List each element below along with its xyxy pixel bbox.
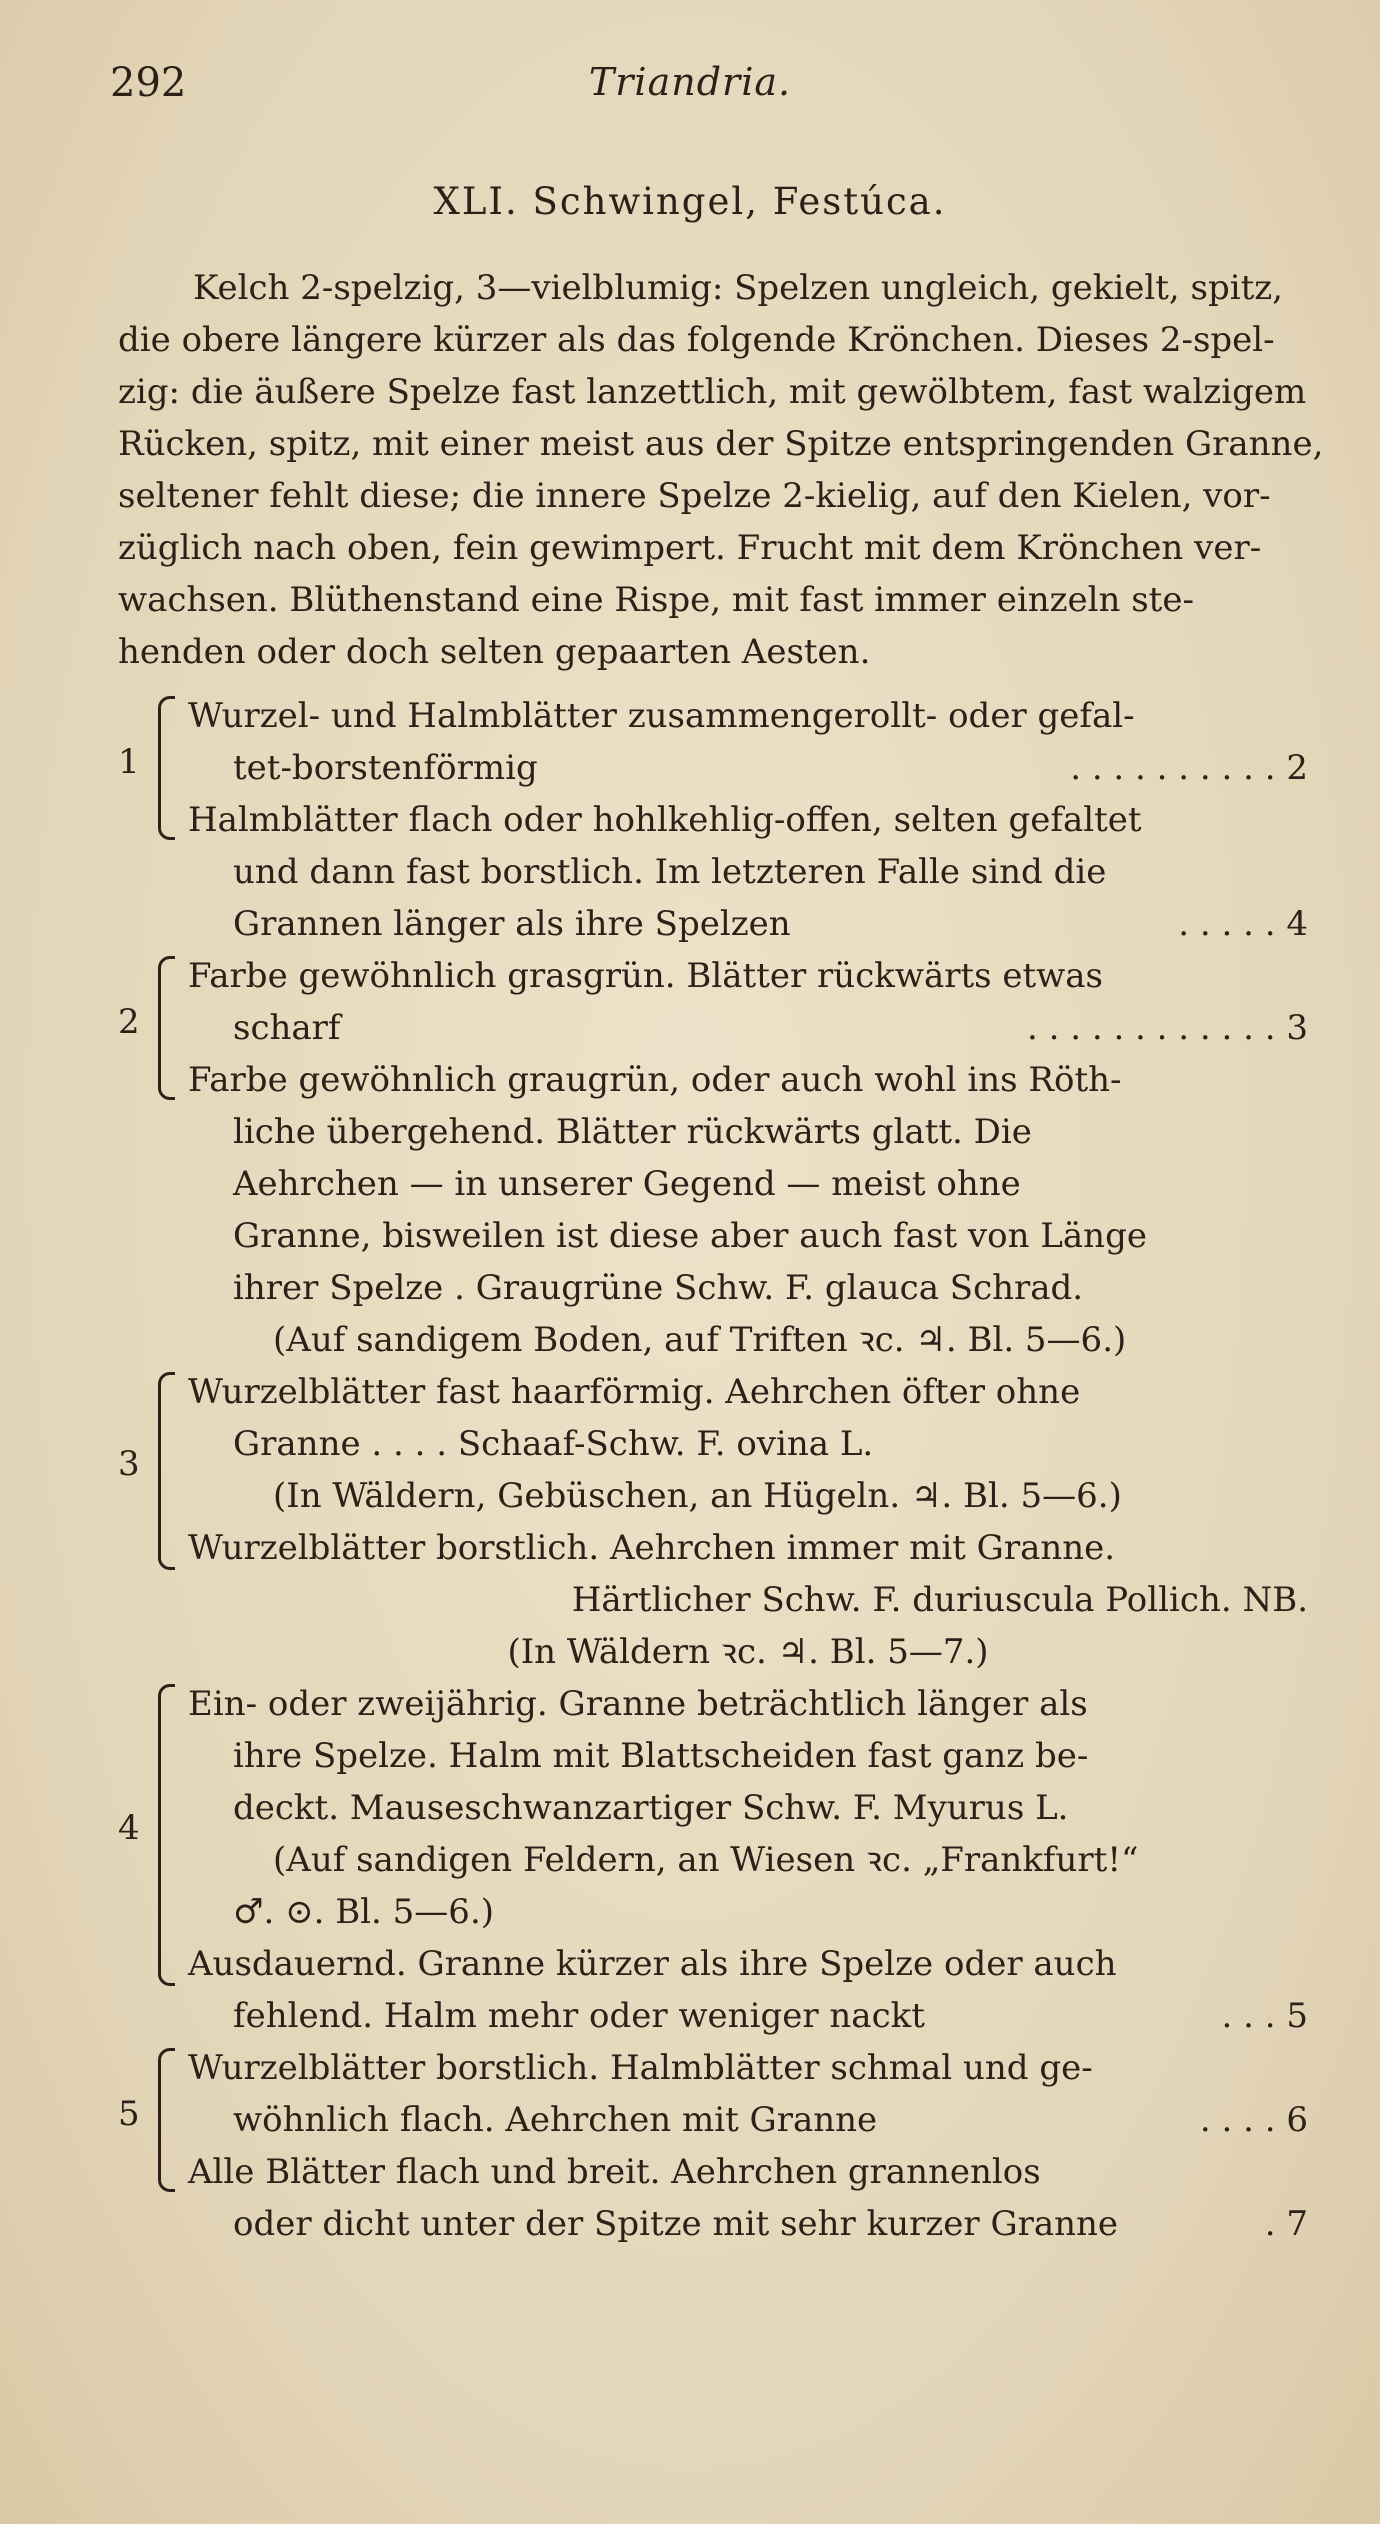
leader-reference: . 7 bbox=[1264, 2204, 1308, 2244]
description-line: die obere längere kürzer als das folgende Krönchen. Dieses 2-spel- bbox=[118, 320, 1275, 360]
brace bbox=[158, 696, 175, 840]
key-couplet-3 bbox=[118, 1366, 1308, 1678]
key-couplet-1 bbox=[118, 690, 1308, 950]
key-line: liche übergehend. Blätter rückwärts glatt. Die bbox=[233, 1112, 1032, 1152]
key-couplet-5 bbox=[118, 2042, 1308, 2250]
key-line: Farbe gewöhnlich grasgrün. Blätter rückwärts etwas bbox=[188, 956, 1103, 996]
key-line: Farbe gewöhnlich graugrün, oder auch wohl ins Röth- bbox=[188, 1060, 1122, 1100]
key-line: tet-borstenförmig . . . . . . . . . . 2 bbox=[188, 742, 1308, 794]
key-line: Alle Blätter flach und breit. Aehrchen grannenlos bbox=[188, 2152, 1041, 2192]
habitat-note: (Auf sandigem Boden, auf Triften ꝛc. ♃. Bl. 5—6.) bbox=[273, 1320, 1127, 1360]
couplet-number: 2 bbox=[118, 1002, 140, 1042]
leader-reference: . . . . . . . . . . . . 3 bbox=[1026, 1008, 1308, 1048]
brace bbox=[158, 1372, 175, 1570]
page-number: 292 bbox=[110, 60, 187, 106]
brace bbox=[158, 2048, 175, 2192]
description-line: seltener fehlt diese; die innere Spelze 2-kielig, auf den Kielen, vor- bbox=[118, 476, 1271, 516]
genus-title: XLI. Schwingel, Festúca. bbox=[433, 180, 947, 223]
key-line: wöhnlich flach. Aehrchen mit Granne . . . . 6 bbox=[188, 2094, 1308, 2146]
key-line: Ein- oder zweijährig. Granne beträchtlich länger als bbox=[188, 1684, 1088, 1724]
key-line: Wurzel- und Halmblätter zusammengerollt- oder gefal- bbox=[188, 696, 1135, 736]
key-line: Wurzelblätter borstlich. Halmblätter schmal und ge- bbox=[188, 2048, 1093, 2088]
key-couplet-2 bbox=[118, 950, 1308, 1366]
habitat-note: (In Wäldern ꝛc. ♃. Bl. 5—7.) bbox=[507, 1632, 989, 1672]
habitat-note: (Auf sandigen Feldern, an Wiesen ꝛc. „Frankfurt!“ bbox=[273, 1840, 1139, 1880]
description-line: henden oder doch selten gepaarten Aesten. bbox=[118, 632, 871, 672]
page-header bbox=[110, 60, 1270, 120]
leader-reference: . . . . . . . . . . 2 bbox=[1070, 748, 1308, 788]
leader-reference: . . . 5 bbox=[1221, 1996, 1308, 2036]
couplet-number: 4 bbox=[118, 1808, 140, 1848]
key-line: scharf . . . . . . . . . . . . 3 bbox=[188, 1002, 1308, 1054]
description-line: zig: die äußere Spelze fast lanzettlich, mit gewölbtem, fast walzigem bbox=[118, 372, 1307, 412]
couplet-number: 5 bbox=[118, 2094, 140, 2134]
key-line: Aehrchen — in unserer Gegend — meist ohne bbox=[233, 1164, 1021, 1204]
description-line: Kelch 2-spelzig, 3—vielblumig: Spelzen ungleich, gekielt, spitz, bbox=[193, 268, 1283, 308]
brace bbox=[158, 956, 175, 1100]
key-line: ihre Spelze. Halm mit Blattscheiden fast ganz be- bbox=[233, 1736, 1089, 1776]
description-line: Rücken, spitz, mit einer meist aus der Spitze entspringenden Granne, bbox=[118, 424, 1324, 464]
leader-reference: . . . . 6 bbox=[1199, 2100, 1308, 2140]
key-line: Wurzelblätter fast haarförmig. Aehrchen öfter ohne bbox=[188, 1372, 1081, 1412]
key-line: Ausdauernd. Granne kürzer als ihre Spelze oder auch bbox=[188, 1944, 1117, 1984]
key-line: Wurzelblätter borstlich. Aehrchen immer mit Granne. bbox=[188, 1528, 1116, 1568]
key-line: Halmblätter flach oder hohlkehlig-offen, selten gefaltet bbox=[188, 800, 1142, 840]
species-name: Härtlicher Schw. F. duriuscula Pollich. NB. bbox=[571, 1580, 1308, 1620]
brace bbox=[158, 1684, 175, 1986]
key-line: oder dicht unter der Spitze mit sehr kurzer Granne . 7 bbox=[188, 2198, 1308, 2250]
description-line: wachsen. Blüthenstand eine Rispe, mit fast immer einzeln ste- bbox=[118, 580, 1194, 620]
couplet-number: 3 bbox=[118, 1444, 140, 1484]
habitat-note: (In Wäldern, Gebüschen, an Hügeln. ♃. Bl. 5—6.) bbox=[273, 1476, 1122, 1516]
couplet-number: 1 bbox=[118, 742, 140, 782]
genus-description bbox=[118, 262, 1324, 678]
leader-reference: . . . . . 4 bbox=[1178, 904, 1308, 944]
key-line: Granne . . . . Schaaf-Schw. F. ovina L. bbox=[233, 1424, 874, 1464]
key-line: fehlend. Halm mehr oder weniger nackt . . . 5 bbox=[188, 1990, 1308, 2042]
key-couplet-4 bbox=[118, 1678, 1308, 2042]
description-line: züglich nach oben, fein gewimpert. Frucht mit dem Krönchen ver- bbox=[118, 528, 1262, 568]
habitat-note: ♂. ⊙. Bl. 5—6.) bbox=[233, 1892, 495, 1932]
key-line: Granne, bisweilen ist diese aber auch fast von Länge bbox=[233, 1216, 1147, 1256]
key-line: deckt. Mauseschwanzartiger Schw. F. Myurus L. bbox=[233, 1788, 1069, 1828]
key-line: ihrer Spelze . Graugrüne Schw. F. glauca Schrad. bbox=[233, 1268, 1084, 1308]
running-head: Triandria. bbox=[588, 60, 792, 104]
key-line: Grannen länger als ihre Spelzen . . . . . 4 bbox=[188, 898, 1308, 950]
key-line: und dann fast borstlich. Im letzteren Falle sind die bbox=[233, 852, 1107, 892]
